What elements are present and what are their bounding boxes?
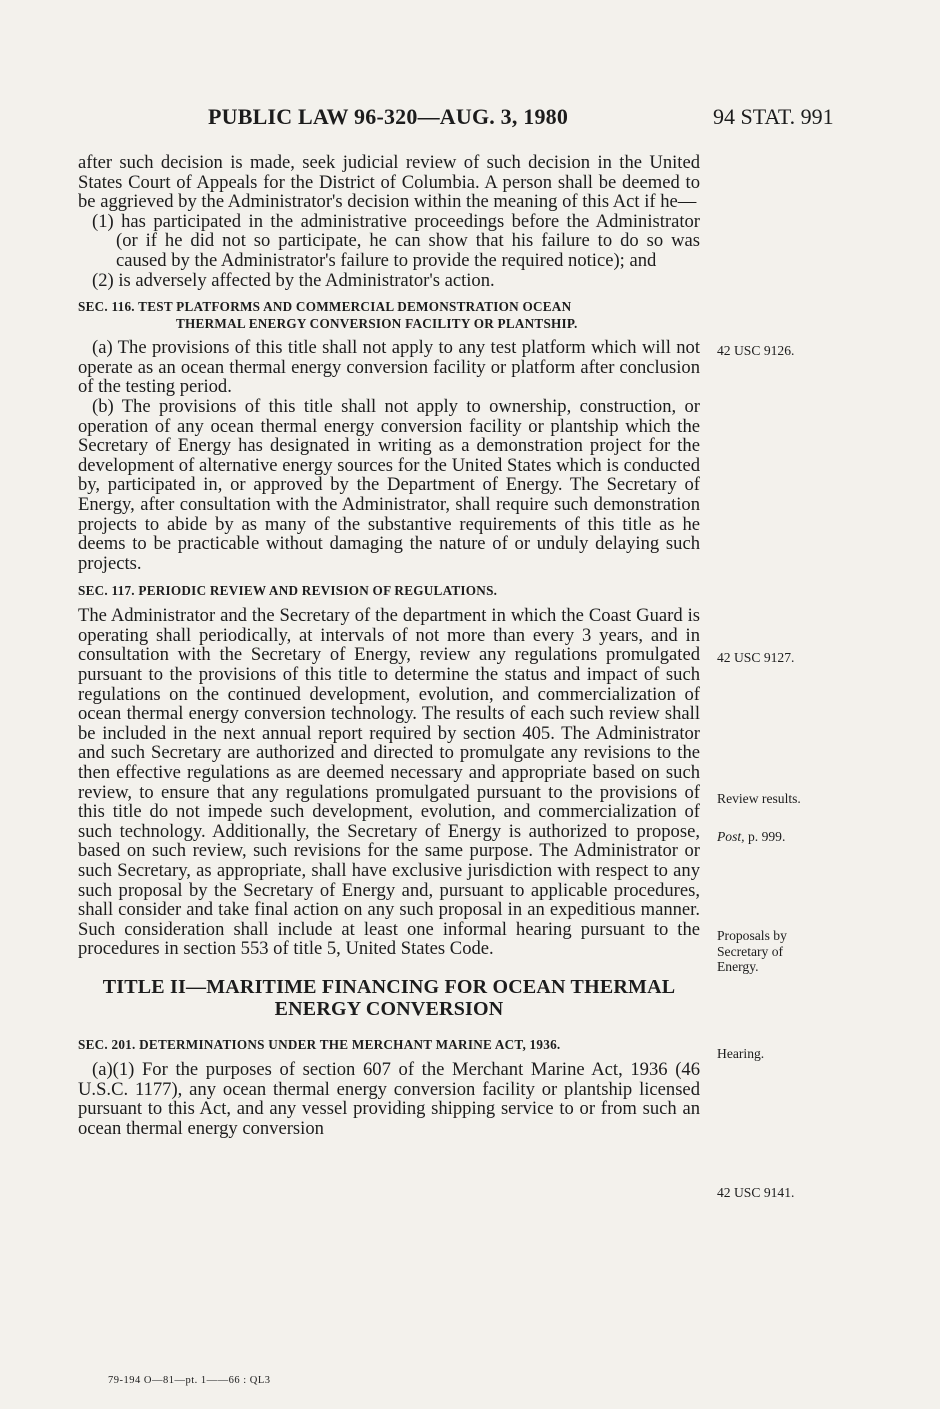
margin-note-hearing: Hearing. (717, 1046, 765, 1061)
section-116-heading (78, 298, 700, 332)
section-201-text: (a)(1) For the purposes of section 607 of the Merchant Marine Act, 1936 (46 U.S.C. 1177), any ocean thermal energy conversion facility or plantship licensed pursuant to this Act, and any vessel providing shipping service to or from such an ocean thermal energy conversion (78, 1058, 700, 1139)
section-116-heading-line1: SEC. 116. TEST PLATFORMS AND COMMERCIAL DEMONSTRATION OCEAN (78, 299, 572, 315)
margin-note-proposals: Proposals by Secretary of Energy. (717, 928, 787, 974)
section-116-subsection-a: (a) The provisions of this title shall not apply to any test platform which will not operate as an ocean thermal energy conversion facility or platform after conclusion of the testing period. (78, 337, 700, 398)
paragraph-continuation: after such decision is made, seek judicial review of such decision in the United States Court of Appeals for the District of Columbia. A person shall be deemed to be aggrieved by the Administrator's decision within the meaning of this Act if he— (78, 152, 700, 213)
margin-note-post-page: p. 999. (744, 829, 786, 844)
printer-code-footer: 79-194 O—81—pt. 1——66 : QL3 (108, 1375, 271, 1386)
margin-note-post-italic: Post, (717, 829, 745, 844)
title-ii-heading-line1: TITLE II—MARITIME FINANCING FOR OCEAN THERMAL (102, 975, 676, 998)
margin-note-usc-9141: 42 USC 9141. (717, 1185, 795, 1200)
section-117-heading: SEC. 117. PERIODIC REVIEW AND REVISION OF REGULATIONS. (78, 583, 498, 599)
margin-note-post-reference (717, 829, 827, 845)
clause-1: (1) has participated in the administrative proceedings before the Administrator (or if he did not so participate, he can show that his failure to do so was caused by the Administrator's failure to provide the required notice); and (92, 210, 700, 271)
margin-note-review-results: Review results. (717, 791, 801, 806)
margin-note-usc-9127: 42 USC 9127. (717, 650, 795, 665)
main-text-column (78, 153, 700, 1138)
running-header-title: PUBLIC LAW 96-320—AUG. 3, 1980 (208, 104, 569, 129)
statute-page-number: 94 STAT. 991 (713, 104, 834, 129)
section-116-heading-line2: THERMAL ENERGY CONVERSION FACILITY OR PLANTSHIP. (176, 316, 578, 332)
section-116-subsection-b: (b) The provisions of this title shall not apply to ownership, construction, or operation of any ocean thermal energy conversion facility or plantship which the Secretary of Energy has designated in writing as a demonstration project for the development of alternative energy sources for the United States which is conducted by, participated in, or approved by the Department of Energy. The Secretary of Energy, after consultation with the Administrator, shall require such demonstration projects to abide by as many of the substantive requirements of this title as he deems to be practicable without damaging the nature of or unduly delaying such projects. (78, 395, 700, 574)
margin-note-usc-9126: 42 USC 9126. (717, 343, 795, 358)
clause-2: (2) is adversely affected by the Administrator's action. (92, 269, 495, 291)
title-ii-heading (78, 976, 700, 1020)
section-117-text: The Administrator and the Secretary of the department in which the Coast Guard is operating shall periodically, at intervals of not more than every 3 years, and in consultation with the Secretary of Energy, review any regulations promulgated pursuant to the provisions of this title to determine the status and impact of such regulations on the continued development, evolution, and commercialization of ocean thermal energy conversion technology. The results of each such review shall be included in the next annual report required by section 405. The Administrator and such Secretary are authorized and directed to promulgate any revisions to the then effective regulations as are deemed necessary and appropriate based on such review, to ensure that any regulations promulgated pursuant to the provisions of this title do not impede such development, evolution, and commercialization of such technology. Additionally, the Secretary of Energy is authorized to propose, based on such review, such revisions for the same purpose. The Administrator or such Secretary, as appropriate, shall have exclusive jurisdiction with respect to any such proposal by the Secretary of Energy and, pursuant to applicable procedures, shall consider and take final action on any such proposal in an expeditious manner. Such consideration shall include at least one informal hearing pursuant to the procedures in section 553 of title 5, United States Code. (78, 605, 700, 960)
section-201-heading: SEC. 201. DETERMINATIONS UNDER THE MERCHANT MARINE ACT, 1936. (78, 1036, 561, 1052)
title-ii-heading-line2: ENERGY CONVERSION (274, 997, 504, 1020)
